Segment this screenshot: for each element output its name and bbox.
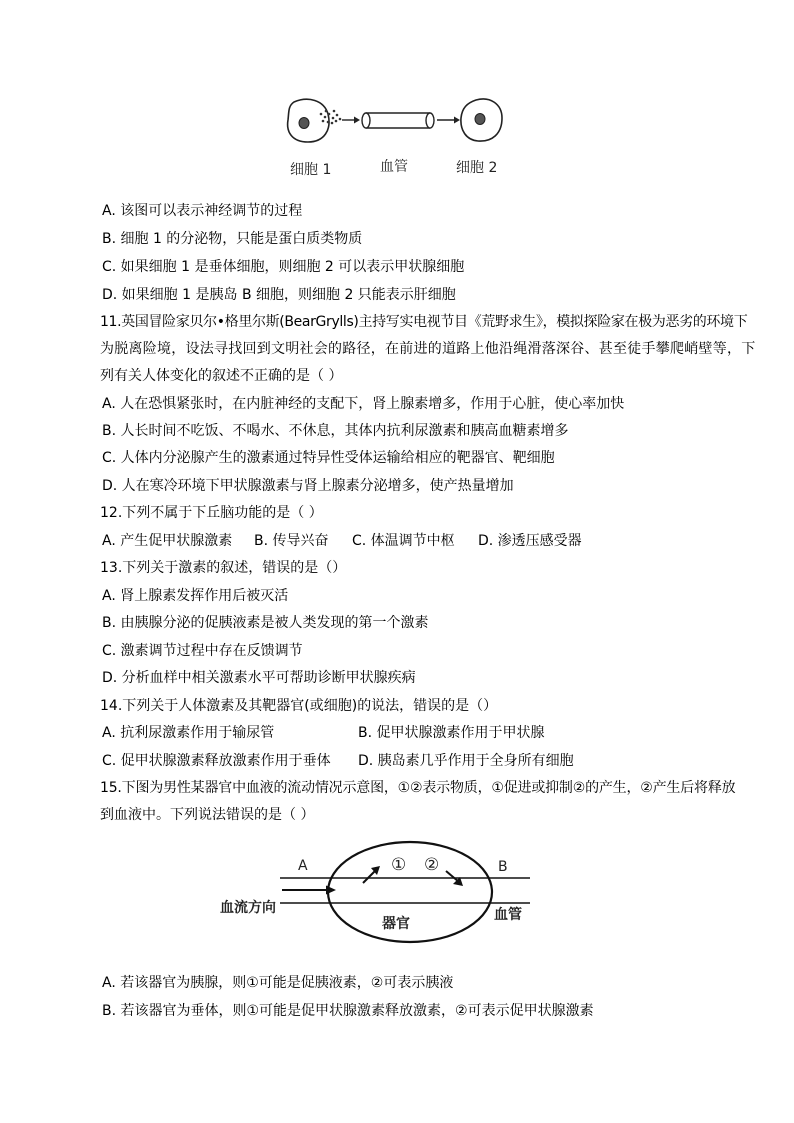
organ-blood-flow-figure: [210, 840, 590, 950]
q10-option-b: B. 细胞 1 的分泌物，只能是蛋白质类物质: [102, 231, 363, 247]
q13-option-a: A. 肾上腺素发挥作用后被灭活: [102, 588, 289, 604]
q14-options-row-2: [102, 751, 574, 771]
blood-vessel-tube: [362, 113, 434, 128]
label-substance-2: ②: [424, 855, 440, 875]
q10-option-c: C. 如果细胞 1 是垂体细胞，则细胞 2 可以表示甲状腺细胞: [102, 259, 465, 275]
cell-1-nucleus: [299, 118, 309, 129]
q13-option-b: B. 由胰腺分泌的促胰液素是被人类发现的第一个激素: [102, 615, 429, 631]
q14-option-d: D. 胰岛素几乎作用于全身所有细胞: [358, 753, 574, 769]
q13-stem: 13.下列关于激素的叙述，错误的是（）: [100, 560, 347, 576]
q15-option-b: B. 若该器官为垂体，则①可能是促甲状腺激素释放激素，②可表示促甲状腺激素: [102, 1003, 594, 1019]
q14-option-a: A. 抗利尿激素作用于输尿管: [102, 725, 275, 741]
organ-label: 器官: [382, 916, 410, 932]
q14-options-row-1: [102, 723, 545, 743]
label-b: B: [498, 859, 508, 875]
q12-options-row: [102, 531, 582, 551]
q10-option-d: D. 如果细胞 1 是胰岛 B 细胞，则细胞 2 只能表示肝细胞: [102, 287, 456, 303]
q13-option-c: C. 激素调节过程中存在反馈调节: [102, 643, 303, 659]
q10-option-a: A. 该图可以表示神经调节的过程: [102, 203, 303, 219]
q15-stem-line-1: 15.下图为男性某器官中血液的流动情况示意图，①②表示物质，①促进或抑制②的产生，②产生后将释放: [100, 780, 736, 796]
q15-stem-line-2: 到血液中。下列说法错误的是（ ）: [100, 807, 315, 823]
flow-direction-label: 血流方向: [220, 900, 276, 916]
blood-vessel-label: 血管: [494, 907, 522, 923]
q11-stem-line-2: 为脱离险境，设法寻找回到文明社会的路径，在前进的道路上他沿绳滑落深谷、甚至徒手攀爬峭壁等，下: [100, 341, 756, 357]
q11-option-d: D. 人在寒冷环境下甲状腺激素与肾上腺素分泌增多，使产热量增加: [102, 478, 514, 494]
q15-option-a: A. 若该器官为胰腺，则①可能是促胰液素，②可表示胰液: [102, 975, 454, 991]
q14-option-b: B. 促甲状腺激素作用于甲状腺: [358, 725, 545, 741]
cell-signaling-figure: [280, 92, 520, 184]
q12-option-b: B. 传导兴奋: [254, 533, 329, 549]
q13-option-d: D. 分析血样中相关激素水平可帮助诊断甲状腺疾病: [102, 670, 416, 686]
q12-option-a: A. 产生促甲状腺激素: [102, 533, 233, 549]
q11-stem-line-3: 列有关人体变化的叙述不正确的是（ ）: [100, 368, 343, 384]
q11-option-c: C. 人体内分泌腺产生的激素通过特异性受体运输给相应的靶器官、靶细胞: [102, 450, 555, 466]
cell-1-label: 细胞 1: [290, 162, 332, 178]
organ-shape: [328, 842, 492, 942]
cell-2-nucleus: [475, 114, 485, 125]
q12-stem: 12.下列不属于下丘脑功能的是（ ）: [100, 505, 323, 521]
q14-option-c: C. 促甲状腺激素释放激素作用于垂体: [102, 753, 331, 769]
q11-stem-line-1: 11.英国冒险家贝尔•格里尔斯(BearGrylls)主持写实电视节目《荒野求生》，模拟探险家在极为恶劣的环境下: [100, 314, 748, 330]
cell-2-label: 细胞 2: [456, 160, 498, 176]
q14-stem: 14.下列关于人体激素及其靶器官(或细胞)的说法，错误的是（）: [100, 698, 498, 714]
label-a: A: [298, 858, 308, 874]
vessel-label: 血管: [380, 159, 408, 175]
q11-option-a: A. 人在恐惧紧张时，在内脏神经的支配下，肾上腺素增多，作用于心脏，使心率加快: [102, 396, 625, 412]
secretion-dots: [320, 110, 342, 125]
label-substance-1: ①: [391, 855, 407, 875]
q12-option-c: C. 体温调节中枢: [352, 533, 455, 549]
q11-option-b: B. 人长时间不吃饭、不喝水、不休息，其体内抗利尿激素和胰高血糖素增多: [102, 423, 569, 439]
q12-option-d: D. 渗透压感受器: [478, 533, 582, 549]
